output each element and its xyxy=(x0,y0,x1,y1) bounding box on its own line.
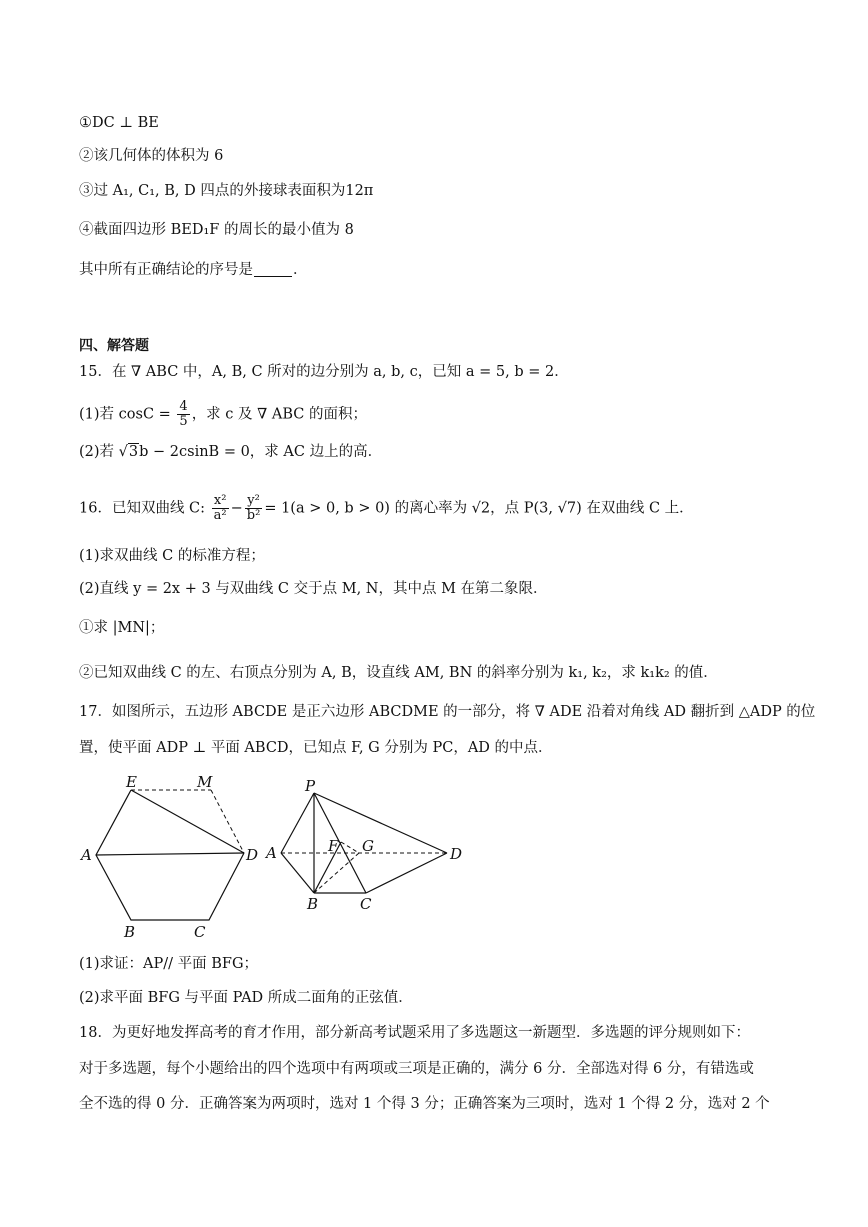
p17-q1: (1)求证：AP// 平面 BFG； xyxy=(79,956,259,972)
fraction-denominator: 5 xyxy=(179,414,188,429)
segment-bg xyxy=(314,853,359,893)
p15-q1-rest: ，求 c 及 ∇ ABC 的面积； xyxy=(191,406,367,423)
p16-q2: (2)直线 y = 2x + 3 与双曲线 C 交于点 M, N，其中点 M 在第二象限． xyxy=(79,581,548,597)
fraction-x xyxy=(212,494,229,523)
label-c: C xyxy=(194,923,206,941)
fraction-denominator: a² xyxy=(213,508,227,523)
p16-q2-part1: ①求 |MN|； xyxy=(79,620,165,636)
fraction-numerator: 4 xyxy=(179,399,188,414)
fraction-y xyxy=(245,494,263,523)
fraction-numerator: y² xyxy=(245,494,263,509)
p18-line3: 全不选的得 0 分．正确答案为两项时，选对 1 个得 3 分；正确答案为三项时，选对 1 个得 2 分，选对 2 个 xyxy=(79,1096,770,1112)
p17-stem-line2: 置，使平面 ADP ⊥ 平面 ABCD，已知点 F, G 分别为 PC，AD 的中点． xyxy=(79,740,553,756)
label-a: A xyxy=(81,846,92,864)
p14-option-2: ②该几何体的体积为 6 xyxy=(79,148,224,164)
edge-ab xyxy=(281,853,314,893)
fraction-denominator: b² xyxy=(246,508,261,523)
label-f: F xyxy=(328,837,339,855)
p15-q2: (2)若 √3b − 2csinB = 0，求 AC 边上的高． xyxy=(79,444,383,460)
p15-q1-text: (1)若 cosC = xyxy=(79,406,171,423)
fraction xyxy=(177,400,189,429)
p16-stem-rest: = 1(a > 0, b > 0) 的离心率为 √2，点 P(3, √7) 在双曲线 C 上． xyxy=(264,500,694,517)
label-c: C xyxy=(360,895,372,912)
label-g: G xyxy=(362,837,374,855)
folded-solid-figure xyxy=(262,772,472,912)
label-d: D xyxy=(450,845,463,863)
p14-question-text: 其中所有正确结论的序号是 xyxy=(79,262,253,278)
hexagon-figure xyxy=(78,768,268,943)
label-d: D xyxy=(246,846,259,864)
p18-line1: 18．为更好地发挥高考的育才作用，部分新高考试题采用了多选题这一新题型．多选题的评分规则如下： xyxy=(79,1025,750,1041)
p16-stem-text: 16．已知双曲线 C: xyxy=(79,500,206,517)
label-p: P xyxy=(305,777,316,795)
p16-q1: (1)求双曲线 C 的标准方程； xyxy=(79,548,265,564)
p15-q2-rest: b − 2csinB = 0，求 AC 边上的高． xyxy=(139,444,383,460)
p14-option-4: ④截面四边形 BED₁F 的周长的最小值为 8 xyxy=(79,222,354,238)
p14-question-end: ． xyxy=(293,262,308,278)
diagonal-ad xyxy=(96,853,244,855)
label-m: M xyxy=(197,773,213,791)
fraction-numerator: x² xyxy=(212,494,229,509)
p15-stem: 15．在 ∇ ABC 中，A, B, C 所对的边分别为 a, b, c，已知 a = 5, b = 2． xyxy=(79,364,569,380)
section-heading: 四、解答题 xyxy=(79,338,149,354)
p17-q2: (2)求平面 BFG 与平面 PAD 所成二面角的正弦值． xyxy=(79,990,413,1006)
p15-q2-text: (2)若 xyxy=(79,444,119,460)
label-b: B xyxy=(307,895,319,912)
label-b: B xyxy=(124,923,136,941)
p16-stem xyxy=(79,494,694,523)
sqrt-radicand: 3 xyxy=(128,444,139,460)
answer-blank xyxy=(254,262,292,277)
p18-line2: 对于多选题，每个小题给出的四个选项中有两项或三项是正确的，满分 6 分．全部选对得 6 分，有错选或 xyxy=(79,1061,754,1077)
label-e: E xyxy=(126,773,137,791)
p14-option-3: ③过 A₁, C₁, B, D 四点的外接球表面积为12π xyxy=(79,183,374,199)
edge-cd xyxy=(366,853,447,893)
p15-q1 xyxy=(79,400,367,429)
label-a: A xyxy=(266,844,277,862)
p16-q2-part2: ②已知双曲线 C 的左、右顶点分别为 A, B，设直线 AM, BN 的斜率分别为 k₁, k₂，求 k₁k₂ 的值． xyxy=(79,665,718,681)
p17-stem-line1: 17．如图所示，五边形 ABCDE 是正六边形 ABCDME 的一部分，将 ∇ ADE 沿着对角线 AD 翻折到 △ADP 的位 xyxy=(79,704,816,720)
p14-question xyxy=(79,260,308,280)
p14-option-1: ①DC ⊥ BE xyxy=(79,115,159,131)
edge-pa xyxy=(281,793,314,853)
minus-sign: − xyxy=(230,500,243,517)
